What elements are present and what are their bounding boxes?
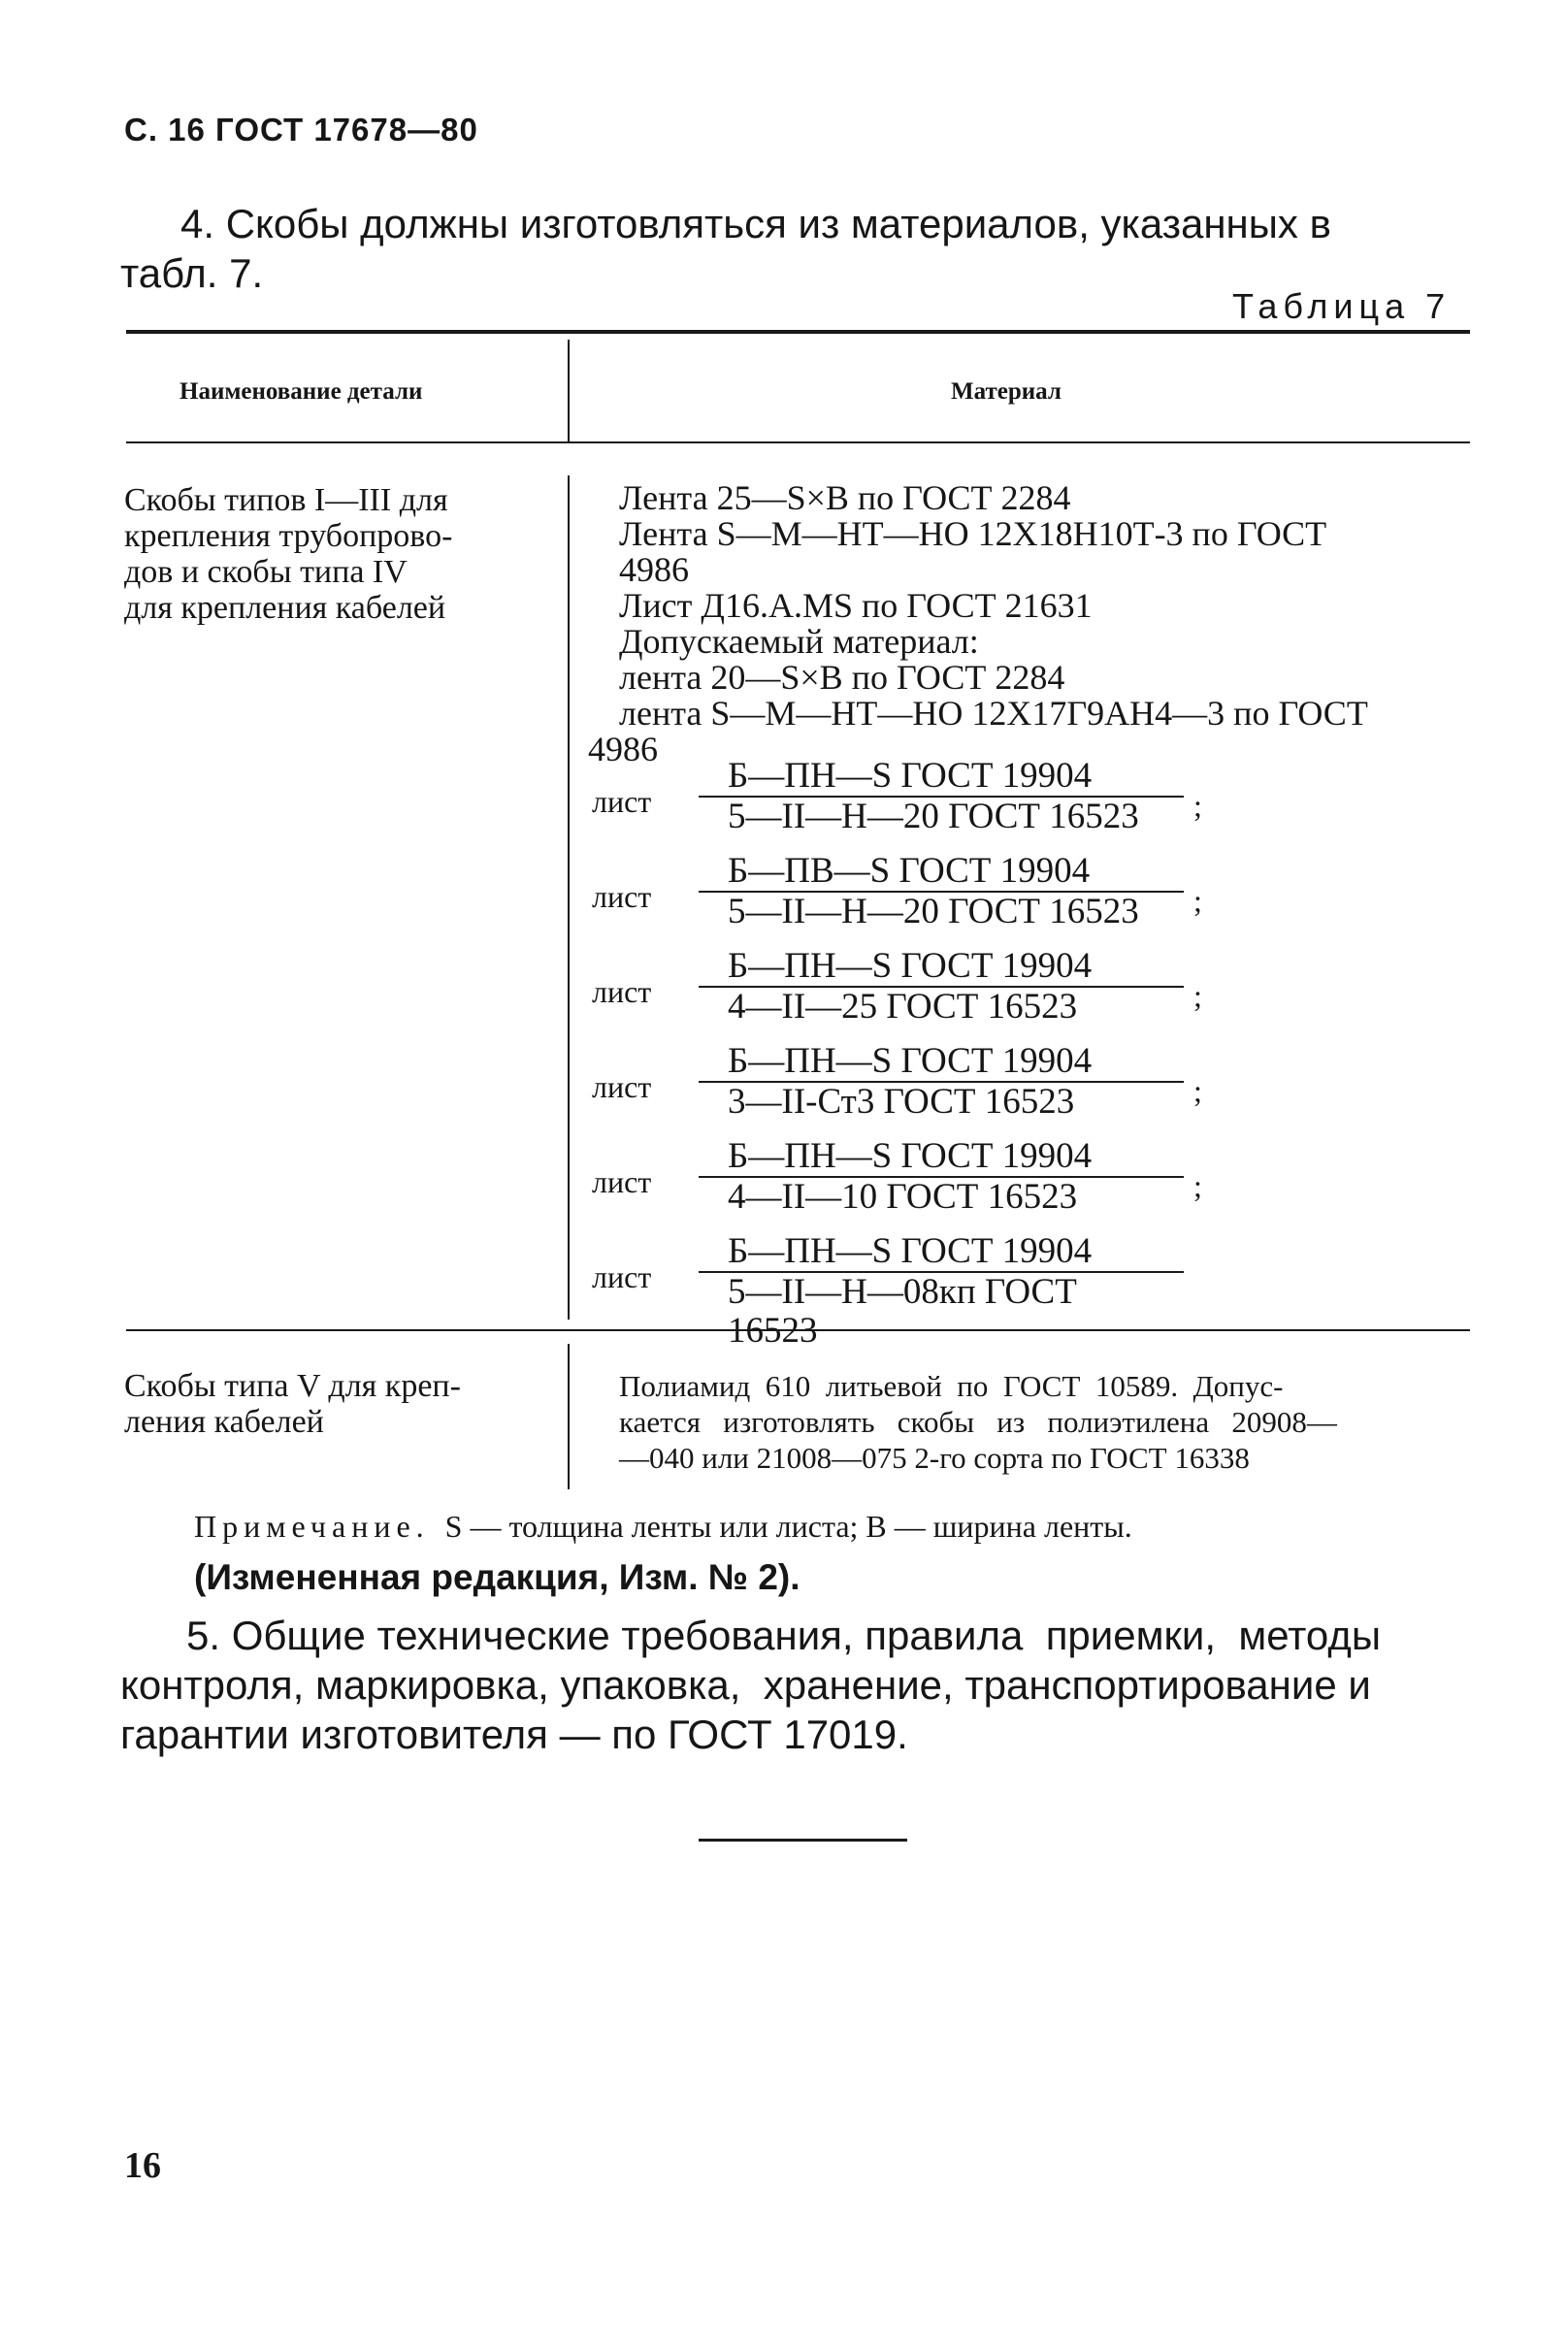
sheet-numerator: Б—ПН—S ГОСТ 19904: [728, 946, 1093, 986]
row1-part-line: Скобы типов I—III для: [124, 482, 448, 518]
allowed-line: 4986: [588, 730, 658, 768]
sheet-terminator: ;: [1193, 788, 1202, 823]
material-line: кается изготовлять скобы из полиэтилена 20908—: [619, 1405, 1337, 1439]
table-caption: Таблица 7: [1232, 286, 1452, 326]
sheet-prefix: лист: [592, 1259, 652, 1294]
material-line: Лист Д16.А.MS по ГОСТ 21631: [619, 586, 1093, 625]
column-header-material: Материал: [951, 378, 1062, 405]
row1-part-line: крепления трубопрово-: [124, 518, 453, 554]
sheet-prefix: лист: [592, 784, 652, 819]
row1-allowed: [619, 624, 1473, 732]
sheet-fraction: [592, 851, 1202, 931]
sheet-terminator: ;: [1193, 978, 1202, 1013]
sheet-prefix: лист: [592, 974, 652, 1009]
row2-materials: [619, 1368, 1473, 1476]
allowed-line: лента 20—S×B по ГОСТ 2284: [619, 658, 1065, 697]
sheet-numerator: Б—ПН—S ГОСТ 19904: [728, 1041, 1093, 1081]
sheet-prefix: лист: [592, 1069, 652, 1104]
sheet-terminator: ;: [1193, 1168, 1202, 1203]
row1-part-line: для крепления кабелей: [124, 590, 446, 626]
sheet-denominator: 4—II—25 ГОСТ 16523: [728, 987, 1078, 1027]
intro-line-1: 4. Скобы должны изготовляться из материалов, указанных в: [180, 201, 1331, 246]
sheet-denominator: 5—II—Н—08кп ГОСТ 16523: [728, 1272, 1077, 1351]
row1-part-line: дов и скобы типа IV: [124, 554, 408, 590]
end-rule: [699, 1839, 907, 1842]
item5-line: контроля, маркировка, упаковка, хранение, транспортирование и: [120, 1662, 1371, 1708]
sheet-numerator: Б—ПН—S ГОСТ 19904: [728, 1136, 1093, 1176]
sheet-denominator: 5—II—Н—20 ГОСТ 16523: [728, 892, 1139, 931]
table-top-rule: [126, 330, 1470, 334]
item5-line: гарантии изготовителя — по ГОСТ 17019.: [120, 1712, 908, 1757]
material-line: Полиамид 610 литьевой по ГОСТ 10589. Допус-: [619, 1369, 1284, 1403]
table-header-rule: [126, 441, 1470, 443]
row1-part: [124, 482, 541, 626]
table-row2-divider: [568, 1344, 570, 1489]
material-line: —040 или 21008—075 2-го сорта по ГОСТ 16338: [619, 1441, 1250, 1475]
table-header-divider: [568, 340, 570, 441]
revision-note: (Измененная редакция, Изм. № 2).: [194, 1557, 800, 1597]
column-header-part: Наименование детали: [180, 378, 423, 405]
sheet-denominator: 3—II-Ст3 ГОСТ 16523: [728, 1082, 1075, 1122]
table-note: [194, 1509, 1132, 1545]
sheet-fraction: [592, 946, 1202, 1027]
row1-materials: [619, 480, 1473, 624]
note-label: Примечание.: [194, 1509, 430, 1544]
sheet-fraction: [592, 1136, 1202, 1217]
running-header: С. 16 ГОСТ 17678—80: [124, 112, 478, 147]
material-line: 4986: [619, 550, 689, 589]
sheet-prefix: лист: [592, 879, 652, 914]
sheet-numerator: Б—ПВ—S ГОСТ 19904: [728, 851, 1091, 891]
sheet-fraction: [592, 1041, 1202, 1122]
sheet-prefix: лист: [592, 1164, 652, 1199]
allowed-line: лента S—M—HT—HO 12Х17Г9АН4—3 по ГОСТ: [619, 694, 1368, 733]
sheet-fraction: [592, 1231, 1164, 1351]
row2-part-line: Скобы типа V для креп-: [124, 1368, 461, 1404]
sheet-terminator: ;: [1193, 1073, 1202, 1108]
sheet-denominator: 5—II—Н—20 ГОСТ 16523: [728, 797, 1139, 836]
page-number: 16: [124, 2145, 161, 2186]
material-line: Лента 25—S×B по ГОСТ 2284: [619, 478, 1071, 517]
material-line: Лента S—M—HT—HO 12Х18Н10Т-3 по ГОСТ: [619, 514, 1327, 553]
sheet-numerator: Б—ПН—S ГОСТ 19904: [728, 1231, 1093, 1271]
note-text: S — толщина ленты или листа; B — ширина ленты.: [444, 1509, 1132, 1544]
table-row1-divider: [568, 475, 570, 1320]
sheet-terminator: ;: [1193, 883, 1202, 918]
row2-part: [124, 1368, 551, 1440]
row2-part-line: ления кабелей: [124, 1404, 324, 1440]
intro-line-2: табл. 7.: [120, 250, 264, 296]
sheet-denominator: 4—II—10 ГОСТ 16523: [728, 1177, 1078, 1217]
sheet-numerator: Б—ПН—S ГОСТ 19904: [728, 756, 1093, 796]
sheet-fraction: [592, 756, 1202, 836]
item5-line: 5. Общие технические требования, правила приемки, методы: [186, 1613, 1382, 1658]
allowed-title: Допускаемый материал:: [619, 622, 979, 661]
